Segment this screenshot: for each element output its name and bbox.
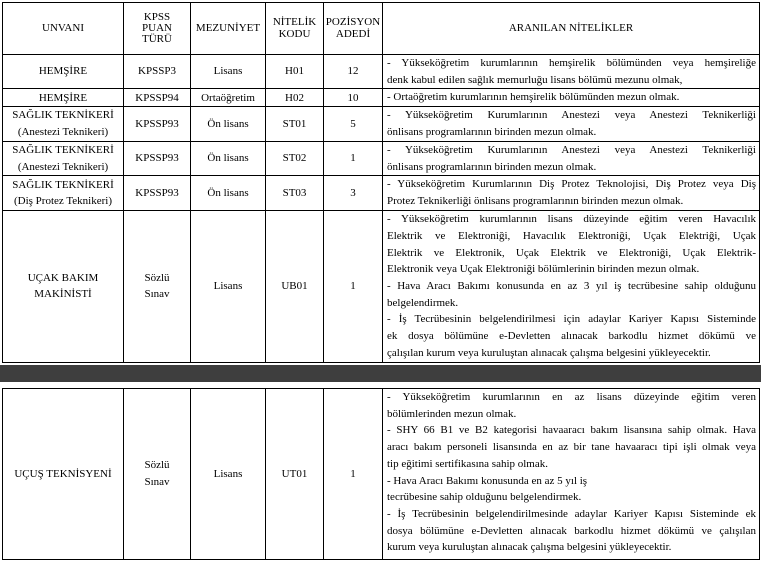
table-row — [3, 211, 760, 362]
cell-requirements — [383, 55, 760, 89]
requirement-line: aracı bakım personeli lisansında en az bir tane havaaracı tipi işli olmak veya — [387, 441, 756, 454]
requirement-line: Elektronik veya Uçak Elektroniği bölümlerinin birinden mezun olmak. — [387, 263, 700, 276]
cell-title — [3, 141, 124, 175]
cell-requirements — [383, 141, 760, 175]
requirement-line: - Hava Aracı Bakımı konusunda en az 5 yıl iş — [387, 474, 588, 487]
header-kpss-line2: PUAN — [142, 21, 172, 34]
header-kpss — [124, 3, 191, 55]
requirement-line: çalışılan kurum veya kuruluştan alınacak çalışma belgesini yükleyecektir. — [387, 346, 711, 359]
requirement-line: tecrübesine sahip olduğunu belgelendirmek. — [387, 491, 582, 504]
requirement-line: önlisans programlarının birinden mezun olmak. — [387, 126, 597, 139]
cell-title-main: UÇAK BAKIM — [27, 271, 99, 284]
table-row — [3, 89, 760, 107]
cell-requirements — [383, 107, 760, 141]
requirement-line: - Yükseköğretim kurumlarının hemşirelik bölümünden veya hemşireliğe — [387, 57, 756, 69]
cell-kod: ST01 — [266, 107, 324, 141]
cell-mezuniyet: Ortaöğretim — [191, 89, 266, 107]
header-nitelik-line1: NİTELİK — [272, 16, 317, 29]
header-kpss-line3: TÜRÜ — [142, 33, 172, 46]
table-row — [3, 55, 760, 89]
cell-title: UÇUŞ TEKNİSYENİ — [3, 389, 124, 560]
requirement-line: - Yükseköğretim Kurumlarının Anestezi veya Anestezi Teknikerliği — [387, 143, 756, 156]
cell-adet: 3 — [324, 176, 383, 211]
header-pozisyon-adedi — [324, 3, 383, 55]
cell-adet: 1 — [324, 141, 383, 175]
requirement-line: bölümlerinden mezun olmak. — [387, 407, 517, 420]
cell-kod: ST02 — [266, 141, 324, 175]
cell-kpss: KPSSP93 — [124, 141, 191, 175]
cell-adet: 1 — [324, 389, 383, 560]
positions-table-continued — [2, 388, 760, 560]
cell-adet: 5 — [324, 107, 383, 141]
cell-title-main: SAĞLIK TEKNİKERİ — [12, 109, 114, 122]
cell-requirements — [383, 176, 760, 211]
requirement-line: önlisans programlarının birinden mezun olmak. — [387, 160, 597, 173]
requirement-line: - Yükseköğretim Kurumlarının Diş Protez Teknolojisi, Diş Protez veya Diş — [387, 178, 756, 191]
cell-kod: ST03 — [266, 176, 324, 211]
header-nitelik-kodu — [266, 3, 324, 55]
cell-title — [3, 211, 124, 362]
cell-adet: 12 — [324, 55, 383, 89]
requirement-line: Elektrik ve Elektronik, Uçak Elektrik ve Elektroniği, Uçak Elektrik- — [387, 246, 756, 259]
cell-requirements — [383, 89, 760, 107]
cell-title-main: SAĞLIK TEKNİKERİ — [12, 143, 114, 156]
header-mezuniyet: MEZUNİYET — [191, 3, 266, 55]
requirement-line: - İş Tecrübesinin belgelendirilmesinde adaylar Kariyer Kapısı Sisteminde ek — [387, 507, 756, 520]
header-unvani: UNVANI — [3, 3, 124, 55]
requirement-line: - Yükseköğretim Kurumlarının Anestezi veya Anestezi Teknikerliği — [387, 109, 756, 122]
cell-requirements — [383, 389, 760, 560]
cell-kpss: KPSSP93 — [124, 176, 191, 211]
cell-kpss-line2: Sınav — [144, 288, 170, 301]
header-aranilan-nitelikler: ARANILAN NİTELİKLER — [383, 3, 760, 55]
requirement-line: belgelendirmek. — [387, 296, 459, 309]
page-separator — [0, 365, 761, 382]
header-kpss-line1: KPSS — [143, 10, 171, 23]
requirement-line: - SHY 66 B1 ve B2 kategorisi havaaracı bakım lisansına sahip olmak. Hava — [387, 424, 756, 437]
cell-kpss: KPSSP93 — [124, 107, 191, 141]
cell-title-sub: (Anestezi Teknikeri) — [17, 160, 109, 173]
requirement-line: - Yükseköğretim kurumlarının en az lisans düzeyinde eğitim veren — [387, 391, 756, 403]
cell-adet: 10 — [324, 89, 383, 107]
header-pozisyon-line2: ADEDİ — [335, 27, 371, 40]
requirement-line: - Yükseköğretim kurumlarının lisans düzeyinde eğitim veren Havacılık — [387, 213, 756, 226]
cell-adet: 1 — [324, 211, 383, 362]
requirement-line: denk kabul edilen sağlık memurluğu lisans bölümü mezunu olmak, — [387, 73, 683, 86]
cell-title-sub: (Diş Protez Teknikeri) — [13, 195, 112, 208]
cell-kod: UT01 — [266, 389, 324, 560]
header-row — [3, 3, 760, 55]
cell-kpss-line2: Sınav — [144, 476, 170, 488]
requirement-line: - Hava Aracı Bakımı konusunda en az 3 yıl iş tecrübesine sahip olduğunu — [387, 280, 756, 293]
header-nitelik-line2: KODU — [278, 27, 311, 40]
table-row — [3, 176, 760, 211]
cell-kod: H01 — [266, 55, 324, 89]
requirement-line: kurum veya kuruluştan alınacak çalışma belgesini yükleyecektir. — [387, 541, 672, 554]
cell-kpss — [124, 211, 191, 362]
cell-title — [3, 176, 124, 211]
requirement-line: ek dosya bölümüne e-Devletten alınacak barkodlu hizmet dökümü ve — [387, 330, 756, 343]
cell-mezuniyet: Lisans — [191, 389, 266, 560]
table-row — [3, 389, 760, 560]
cell-kpss-line1: Sözlü — [144, 459, 170, 472]
requirement-line: Protez Teknikerliği önlisans programlarının birinden mezun olmak. — [387, 194, 684, 207]
requirement-line: - Ortaöğretim kurumlarının hemşirelik bölümünden mezun olmak. — [387, 91, 680, 104]
cell-title — [3, 107, 124, 141]
positions-table — [2, 2, 760, 363]
cell-kpss: KPSSP94 — [124, 89, 191, 107]
cell-title-main: SAĞLIK TEKNİKERİ — [12, 178, 114, 191]
requirement-line: - İş Tecrübesinin belgelendirilmesi için adaylar Kariyer Kapısı Sisteminde — [387, 313, 756, 326]
requirement-line: tip eğitimi sertifikasına sahip olmak. — [387, 457, 548, 470]
cell-kpss — [124, 389, 191, 560]
cell-kpss: KPSSP3 — [124, 55, 191, 89]
cell-title: HEMŞİRE — [3, 55, 124, 89]
header-pozisyon-line1: POZİSYON — [325, 16, 381, 29]
cell-title-sub: (Anestezi Teknikeri) — [17, 126, 109, 139]
table-row — [3, 107, 760, 141]
cell-title: HEMŞİRE — [3, 89, 124, 107]
requirement-line: dosya bölümüne e-Devletten alınacak barkodlu hizmet dökümü ve çalışılan — [387, 524, 756, 537]
cell-mezuniyet: Ön lisans — [191, 176, 266, 211]
table-row — [3, 141, 760, 175]
cell-mezuniyet: Lisans — [191, 55, 266, 89]
cell-kpss-line1: Sözlü — [144, 271, 170, 284]
cell-title-sub: MAKİNİSTİ — [34, 288, 92, 301]
requirement-line: Elektrik ve Elektroniği, Havacılık Elektroniği, Uçak Elektriği, Uçak — [387, 229, 756, 242]
cell-mezuniyet: Ön lisans — [191, 141, 266, 175]
cell-mezuniyet: Lisans — [191, 211, 266, 362]
cell-kod: H02 — [266, 89, 324, 107]
cell-mezuniyet: Ön lisans — [191, 107, 266, 141]
cell-requirements — [383, 211, 760, 362]
cell-kod: UB01 — [266, 211, 324, 362]
